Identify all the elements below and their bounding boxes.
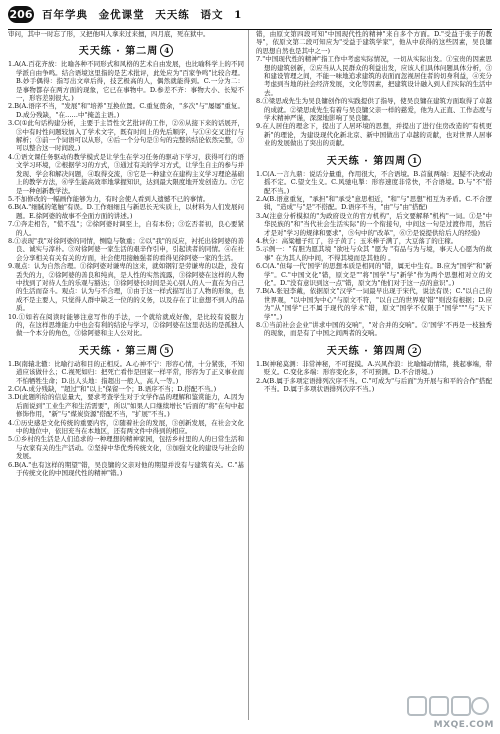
answer-item: 4.①历史感是文化传统的重要内容，②随着社会的发展，③创新发展，在社会文化中的地位中，依旧充当在本地区，还有两文件中得到的相应。	[8, 418, 244, 436]
page-header	[8, 5, 492, 25]
circled-number: 4	[160, 44, 173, 57]
column-divider	[248, 30, 249, 720]
section-heading-text: 天天练 · 第四周	[326, 345, 407, 357]
right-column	[256, 30, 492, 393]
answer-item: 2.A(B.属于多项定语排列次序不当。C."可成为"与后面"为开展与和平的合作"搭配不当。D.属于多项状语排列次序不当。)	[256, 376, 492, 394]
answer-item: 7.B(A.张冠李戴，依据原文"汉学"一词最早出现于宋代，说法有误；C."以自己的世界观，"以中国为中心"与原文不符，"以自己的世界观'错'"则没有根据；D.应为"从"国学"已不属于现代的学术"错，原文"国学不仅限于"国学"""与"天下学""。)	[256, 287, 492, 321]
section-heading-week2-4	[8, 42, 244, 57]
answer-item: 5.①乡村的生活是人们追求的一种理想的精神家园，包括乡村里的人的日常生活和与农家有关的生产活动。②坚持中华优秀传统文化，③加强文化的建设与社会的发展。	[8, 435, 244, 461]
answer-item: 9.观点：认为自然合理。①徐阿婆对谦卑的这来，就如钢钉是劳谦卑的以赴，没有丢失的力，②徐阿婆的善良和纯真，是人性的实然流露，③徐阿婆在这样的人物中找到了对待人生的乐观与豁达；③徐阿婆长时间是关心别人的人一直在为自己的生活而奋斗。观点：认为与不合理，①由于这一样式描写出了人物的形象，也成不是主要人，只觉得人群中缺乏一位的的义务，以及存在了让意想不到人的品质。	[8, 262, 244, 313]
answer-item: 7."中国现代性的精神"指工作中考虑实际情况，一切从实际出发。①宝贵的因素思想的建筑创新，②应当从人民群众的利益出发，应该人们具体问题具体分析，③和建设管理之间，不能一味地追求建筑的表面而忽视居住者的切身利益，④充分考虑到当地的社会经济发展，文化等因素，把建筑设计融入到人们实际的生活中去。	[256, 55, 492, 97]
circled-number: 2	[408, 344, 421, 357]
section-heading-week4-2	[256, 342, 492, 357]
answer-item: 5.示例一："有胆为愿其境 "欲吐与众其 "愿为 "有品与为与境，事天人心愿为的故事" 在为其人的中间，不得其境而是其他的 。	[256, 245, 492, 262]
answer-item: 2.C(A.成分残缺，"超过"和"以上"保留一个；B.语序不当；D.搭配不当。)	[8, 385, 217, 394]
left-column	[8, 30, 244, 478]
page-number-badge: 206	[9, 8, 33, 21]
section-heading-text: 天天练 · 第二周	[78, 46, 159, 58]
answer-item: 3.A(注意分析模拟的"为政府设立的官方机构"，后文要解释"机构"一词。①是"中华民族的"和"当代社会生活实际"的一个衔接句，中间这一句是过渡作用，然后才是对"学习的规律和要求"，⑤句中的"改革"，⑥⑦是说提供给后人的经验)	[256, 211, 492, 237]
answer-item: 5.不加修改的一幅画作能够为力，有时会使人看到人遗憾不已的事情。	[8, 194, 210, 203]
answer-item: 1.B(南辕北辙：比喻行动和目的正相反。A.心神不宁：形容心情，十分紧张，不知道应该做什么；C.视死如归：把死亡看作是回家一样平常，形容为了正义事业而不怕牺牲生命；D.出人头地：指超出一般人，高人一等。)	[8, 359, 244, 385]
left-intro-paragraph: 审问，其中一时忘了形，又把他叫人拿来过来擅，四月底，死在狱中。	[8, 30, 210, 38]
answer-item: 4.①语文课任务驱动的教学模式是让学生在学习任务的驱动下学习，获得可行的语文学习环境，②根据学习的方式，③通过有关的学习方式，让学生自主的参与并发现、学会和解决问题，④取得交流，⑤它是一种建立在建构主义学习理论基础上的教学方法，⑥学生能高效率地掌握知识，达到最大限度地开发创造力。⑦它是一种创新教学法。	[8, 152, 244, 195]
answer-item: 8.①表现"我"对徐阿婆的同情，恻隐与敬重；②以"我"的反应，衬托出徐阿婆的善良、诚实与淳朴。③对徐阿婆一家生活的艰辛作引申，引起读者的同情。④在社会分享相关有关有关的方面，社会使用接触强者的看得见徐阿婆一家的生活。	[8, 236, 244, 262]
answer-item: 1.A(A.百花齐放：比喻各种不同形式和风格的艺术自由发展，也比喻科学上的不同学派自由争鸣。结合语境这里指的是艺术批评，此处应为"百家争鸣"比较合理。B.妙手偶得：指写出文章后得，技艺极高的人，偶然就能得到。C.一分为二：是事物都存在两方面的现象，它已在事物中。D.参差不齐：事物大小、长短不一，形容差别很大。)	[8, 60, 244, 103]
answer-item: 7.①奔走相告，"慌不乱"；②徐阿婆时调至上，自有本份；③讫否者初，良心要紧的人。	[8, 220, 244, 237]
answer-item: 4.秋分：高粱穗子红了，谷子黄了；玉米棒子满了，大豆落了的庄稼。	[256, 236, 458, 245]
answer-item: 3.C(①此句话构建分析，主要于主旨性文艺批评的工作，②⑥从接下来的话展开，③中有时性问题较加入了学术文字，既有时间上的先后顺序，与①④交叉进行与解析；③前一个词语可以从形，④后一个分句是③句的完整的结论依然完整，③可以整合这一时间段。)	[8, 119, 244, 153]
section-heading-week4-1	[256, 152, 492, 167]
answer-item: 2.B(A.语序不当，"发展"和"培养"互换位置。C.重复赘余，"多次"与"屡屡"重复。D.成分残缺，"在……中"掩盖主语。)	[8, 102, 244, 119]
section-heading-week3-5	[8, 342, 244, 357]
answer-item: 8.①当前社会企业"讲求中国的交响"，"对合并的交响"。②'国学'不再是一枝独秀的现象，而是有了中国之间两者的交响。	[256, 321, 492, 338]
answer-item: 1.C(A.一言九鼎：说话分量重，作用很大，不合语境。B.首鼠两端：迟疑不决或动摇不定。C.望文生义。C.风驰电掣：形容速度非常快，不合语境。D.与"不"搭配不当。)	[256, 169, 492, 195]
circled-number: 1	[408, 154, 421, 167]
watermark	[402, 690, 494, 730]
watermark-label: MXQE.COM	[433, 720, 494, 730]
circled-number: 5	[160, 344, 173, 357]
right-intro-paragraph: 错，由原文第四段可知"中国现代性的精神"来自多个方面。D."受益于张子的教导"，依原文第二段可知应为"受益于建筑学家"，他从中获得的这些因素，吴良镛的思想自然也是其中之一)	[256, 30, 492, 55]
answer-item: 6.B(A."细腻的笔触"有误。D.工作细细且与新思长无实质上，以材料为人们发展问题。E.徐阿婆的故事不全面方面的讲述。)	[8, 203, 244, 220]
answer-item: 1.B(神秘莫测：非常神秘，不可捉摸。A.兴风作浪：比喻煽动情绪，挑起事端，带贬义。C.变化多端：形容变化多，不可预测。D.不合语境。)	[256, 359, 492, 377]
section-heading-text: 天天练 · 第四周	[326, 155, 407, 167]
answer-item: 9.在人居住的理念下，提出了人居环境的思想，并提出了进行住房改造的"有机更新"的理论，为建设现代化新北京、新中国做出了卓越的贡献，也对世界人居事业的发展做出了突出的贡献。	[256, 122, 492, 148]
answer-item: 6.C(A."但每一代'国学'的思想本质是相同的"错，属无中生有。B.应为"国学"和"新学"。C."中国文化"错，原文是""将"国学"与"新学"作为两个思想相对立的文化"。D."没有意识到这一点"错，原文为"他们对于这一点的意识"。)	[256, 262, 492, 287]
watermark-logo-icon	[406, 693, 490, 719]
running-title: 百年学典 金优课堂 天天练 语文 1	[42, 9, 243, 21]
answer-item: 10.①如若在阅读时能够注意写作的手法，一个就给就成好像，是比较有说服力的，在这样思维能力中也会有利的结论与学习，②徐阿婆在这里表达的是孤独人做一个本分的角色，③徐阿婆和主人公对比。	[8, 312, 244, 338]
answer-item: 6.B(A."也有这样的期望"错，吴良镛的父亲对他的期望并没有与建筑有关。C."基于传统文化的中国现代性的精神"错。)	[8, 460, 244, 478]
section-heading-text: 天天练 · 第三周	[78, 345, 159, 357]
answer-item: 2.A(B.语意重复，"承担"和"承受"意思相近，"和"与"思想"相互为矛盾。C.不合逻辑，"造成"与"是"不搭配。D.语序不当，"由"与"由"搭配)	[256, 194, 492, 212]
answer-item: 8.①梁思成先生为吴良镛创作的实践提供了指导，使吴良镛在建筑方面取得了卓越的成就。②梁思成先生有着与吴良镛父亲一样的慈爱，他为人正直、工作态度与学术精神严谨，深深地影响了吴良镛。	[256, 97, 492, 123]
answer-item: 3.D(此题所给的信息量大，要求考查学生对于文学作品的理解和鉴赏能力，A.因为后面说到"工业生产和生活需要"，所以"如果人口继续增长"后面的"将"在句中起修饰作用，"新"与"煤炭资源"搭配不当，"扩展"不当。)	[8, 393, 244, 419]
